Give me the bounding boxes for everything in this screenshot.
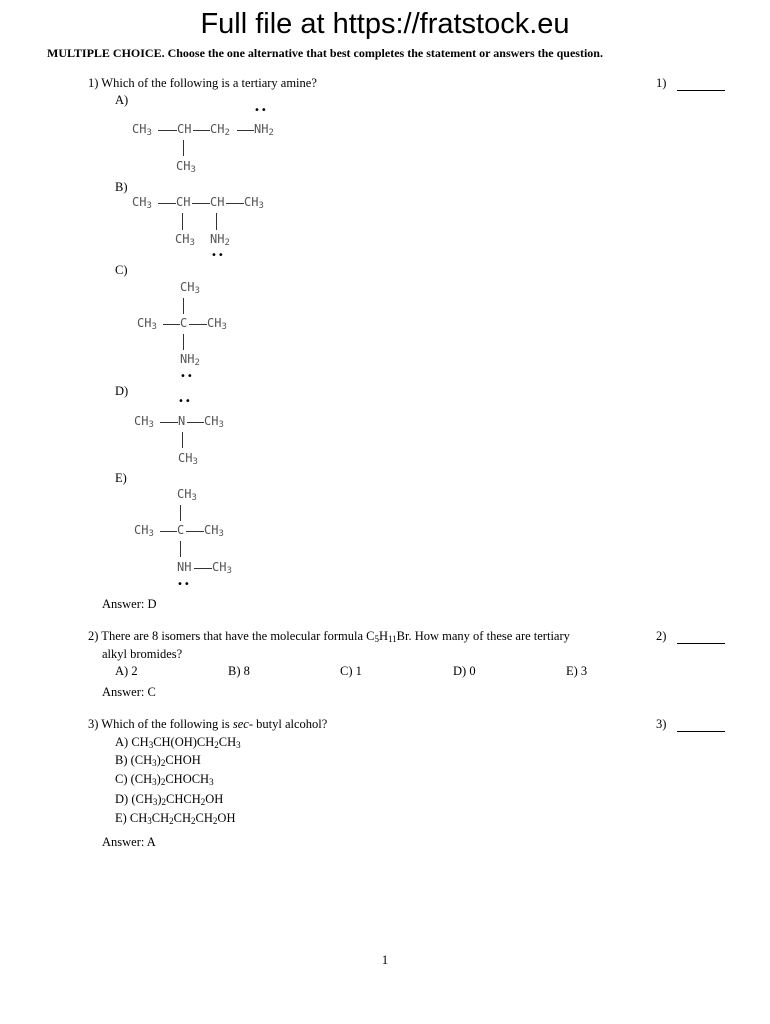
bond: [187, 422, 204, 423]
q3-option-e: E) $CH_3CH_2CH_2CH_2OH$: [115, 811, 236, 826]
atom-c: C: [177, 523, 185, 537]
atom-nh2: $NH_2$: [254, 122, 274, 138]
atom-ch2: $CH_2$: [210, 122, 230, 138]
question-2-answer-blank[interactable]: [677, 643, 725, 644]
question-1-answer-blank[interactable]: [677, 90, 725, 91]
atom-nh: NH: [177, 560, 192, 574]
question-3-answer-blank[interactable]: [677, 731, 725, 732]
q3-option-a: A) $CH_3CH(OH)CH_2CH_3$: [115, 735, 241, 750]
atom-n: N: [178, 414, 186, 428]
bond: [160, 531, 177, 532]
bond: [182, 432, 183, 448]
bond: [158, 203, 176, 204]
atom-ch3: $CH_3$: [204, 523, 224, 539]
question-3-text: 3) Which of the following is sec- butyl alcohol?: [88, 717, 328, 731]
bond: [189, 324, 207, 325]
lone-pair-dots: ••: [178, 396, 192, 407]
atom-ch: CH: [177, 122, 192, 136]
atom-ch: CH: [176, 195, 191, 209]
lone-pair-dots: ••: [211, 250, 225, 261]
bond: [237, 130, 254, 131]
atom-ch3: $CH_3$: [178, 451, 198, 467]
q1-option-a-label: A): [115, 93, 129, 107]
question-2-text: 2) There are 8 isomers that have the molecular formula $C_5H_{11}Br$. How many of these are tertiary: [88, 629, 570, 644]
lone-pair-dots: ••: [180, 371, 194, 382]
question-3-number: 3): [656, 717, 667, 731]
atom-nh2: $NH_2$: [210, 232, 230, 248]
lone-pair-dots: ••: [254, 105, 268, 116]
bond: [180, 505, 181, 521]
instructions: MULTIPLE CHOICE. Choose the one alternative that best completes the statement or answers the question.: [47, 46, 603, 60]
atom-ch3: $CH_3$: [134, 414, 154, 430]
bond: [226, 203, 244, 204]
q2-option-e: E) 3: [566, 664, 588, 678]
atom-ch3: $CH_3$: [132, 122, 152, 138]
atom-ch3: $CH_3$: [204, 414, 224, 430]
bond: [182, 213, 183, 230]
atom-nh2: $NH_2$: [180, 352, 200, 368]
lone-pair-dots: ••: [177, 579, 191, 590]
atom-ch3: $CH_3$: [175, 232, 195, 248]
question-3-answer: Answer: A: [102, 835, 156, 849]
q3-option-d: D) $(CH_3)_2CHCH_2OH$: [115, 792, 224, 807]
q2-option-c: C) 1: [340, 664, 362, 678]
atom-ch3: $CH_3$: [177, 487, 197, 503]
q1-option-d-label: D): [115, 384, 129, 398]
page-number: 1: [381, 953, 389, 967]
atom-ch3: $CH_3$: [212, 560, 232, 576]
question-2-answer: Answer: C: [102, 685, 156, 699]
atom-ch3: $CH_3$: [137, 316, 157, 332]
question-2-text-line2: alkyl bromides?: [102, 647, 183, 661]
bond: [186, 531, 204, 532]
bond: [193, 130, 210, 131]
q3-option-c: C) $(CH_3)_2CHOCH_3$: [115, 772, 214, 787]
atom-ch3: $CH_3$: [207, 316, 227, 332]
bond: [160, 422, 178, 423]
atom-ch: CH: [210, 195, 225, 209]
atom-ch3: $CH_3$: [132, 195, 152, 211]
question-2-number: 2): [656, 629, 667, 643]
q3-option-b: B) $(CH_3)_2CHOH$: [115, 753, 201, 768]
q1-option-c-label: C): [115, 263, 128, 277]
bond: [216, 213, 217, 230]
q2-option-b: B) 8: [228, 664, 250, 678]
question-1-number: 1): [656, 76, 667, 90]
question-1-answer: Answer: D: [102, 597, 157, 611]
q2-option-d: D) 0: [453, 664, 476, 678]
atom-ch3: $CH_3$: [134, 523, 154, 539]
q1-option-e-label: E): [115, 471, 127, 485]
bond: [158, 130, 177, 131]
bond: [180, 541, 181, 557]
atom-ch3: $CH_3$: [244, 195, 264, 211]
q2-option-a: A) 2: [115, 664, 138, 678]
bond: [194, 568, 212, 569]
atom-ch3: $CH_3$: [176, 159, 196, 175]
question-1-text: 1) Which of the following is a tertiary amine?: [88, 76, 317, 90]
bond: [183, 334, 184, 350]
bond: [192, 203, 210, 204]
atom-ch3: $CH_3$: [180, 280, 200, 296]
atom-c: C: [180, 316, 188, 330]
banner-title: Full file at https://fratstock.eu: [200, 8, 570, 40]
bond: [183, 298, 184, 314]
bond: [183, 140, 184, 156]
q1-option-b-label: B): [115, 180, 128, 194]
bond: [163, 324, 180, 325]
